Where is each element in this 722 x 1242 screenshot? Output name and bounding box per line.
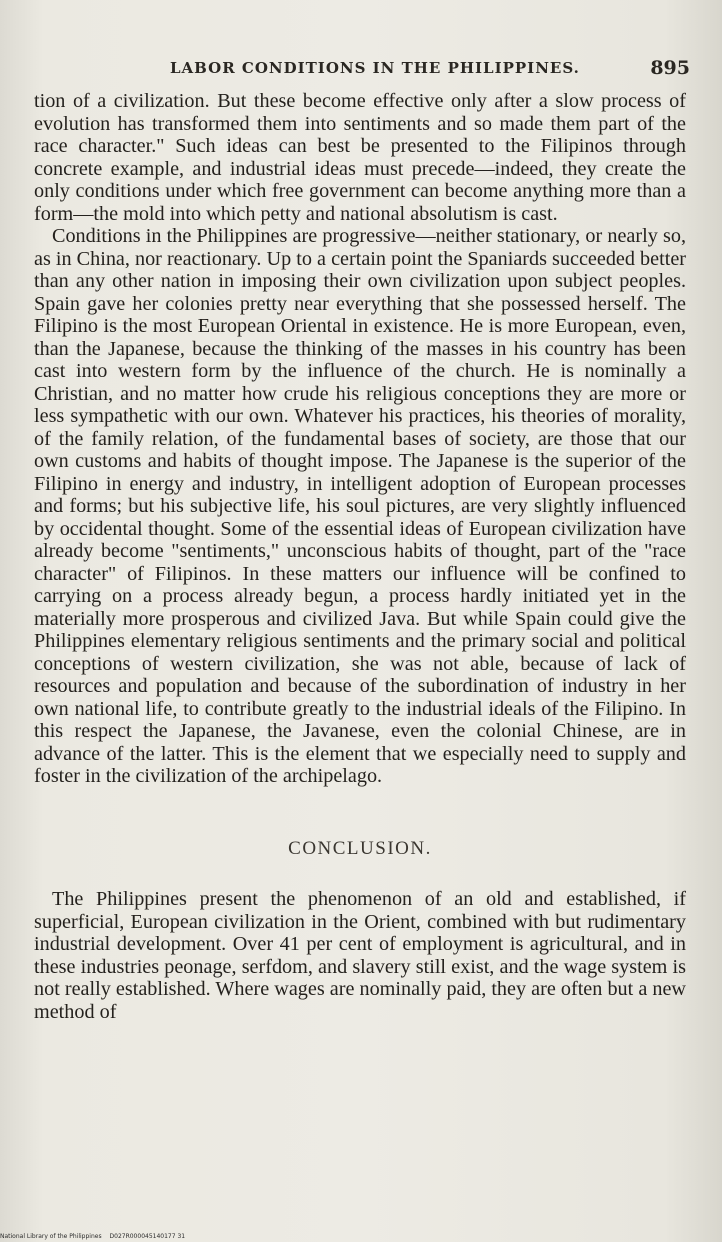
page-number: 895 (650, 57, 690, 79)
body-text (34, 90, 686, 1023)
page-header (170, 55, 690, 87)
paragraph-continuation: tion of a civilization. But these become effective only after a slow process of evolution has transformed them into sentiments and so made them part of the race character." Such ideas can best be presented to the Filipinos through concrete example, and industrial ideas must precede—indeed, they create the only conditions under which free government can become anything more than a form—the mold into which petty and national absolutism is cast. (34, 90, 686, 225)
paragraph-conditions: Conditions in the Philippines are progressive—neither stationary, or nearly so, as in China, nor reactionary. Up to a certain point the Spaniards succeeded better than any other nation in imposing their own civilization upon subject peoples. Spain gave her colonies pretty near everything that she possessed herself. The Filipino is the most European Oriental in existence. He is more European, even, than the Japanese, because the thinking of the masses in his country has been cast into western form by the influence of the church. He is nominally a Christian, and no matter how crude his religious conceptions they are more or less sympathetic with our own. Whatever his practices, his theories of morality, of the family relation, of the fundamental bases of society, are those that our own customs and habits of thought impose. The Japanese is the superior of the Filipino in energy and industry, in intelligent adoption of European processes and forms; but his subjective life, his soul pictures, are very slightly influenced by occidental thought. Some of the essential ideas of European civilization have already become "sentiments," unconscious habits of thought, part of the "race character" of Filipinos. In these matters our influence will be confined to carrying on a process already begun, a process hardly initiated yet in the materially more prosperous and civilized Java. But while Spain could give the Philippines elementary religious sentiments and the primary social and political conceptions of western civilization, she was not able, because of lack of resources and population and because of the subordination of industry in her own national life, to contribute greatly to the industrial ideals of the Filipino. In this respect the Japanese, the Javanese, even the colonial Chinese, are in advance of the latter. This is the element that we especially need to supply and foster in the civilization of the archipelago. (34, 225, 686, 787)
footer-identifier: D027R000045140177 31 (109, 1233, 186, 1240)
footer-library: National Library of the Philippines (0, 1233, 102, 1240)
section-heading-conclusion: CONCLUSION. (288, 837, 432, 859)
scan-footer (0, 1233, 191, 1240)
paragraph-conclusion: The Philippines present the phenomenon of an old and established, if superficial, European civilization in the Orient, combined with but rudimentary industrial development. Over 41 per cent of employment is agricultural, and in these industries peonage, serfdom, and slavery still exist, and the wage system is not really established. Where wages are nominally paid, they are often but a new method of (34, 888, 686, 1023)
running-head: LABOR CONDITIONS IN THE PHILIPPINES. (170, 59, 580, 77)
